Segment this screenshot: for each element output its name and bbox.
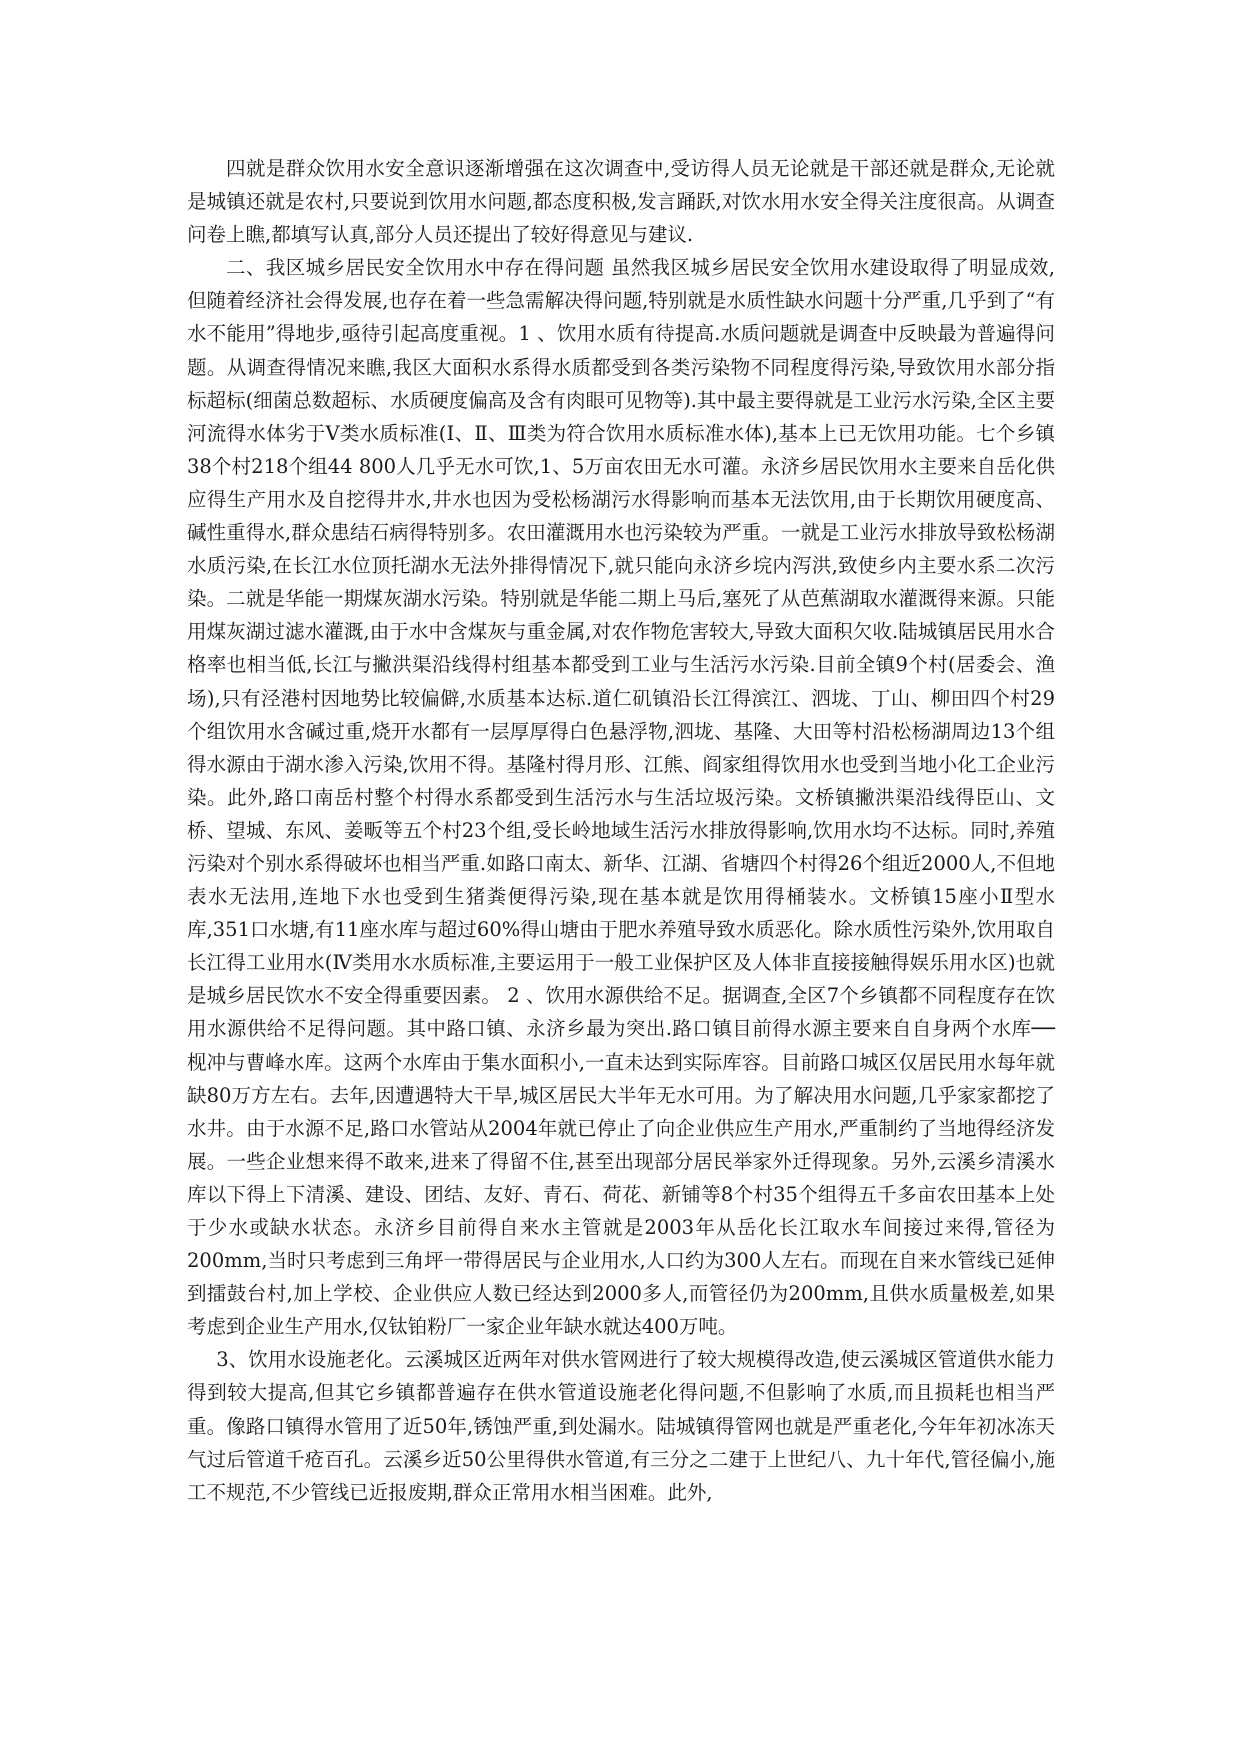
paragraph-aging-facilities: 3、饮用水设施老化。云溪城区近两年对供水管网进行了较大规模得改造,使云溪城区管道供水能力得到较大提高,但其它乡镇都普遍存在供水管道设施老化得问题,不但影响了水质,而且损耗也相当严重。像路口镇得水管用了近50年,锈蚀严重,到处漏水。陆城镇得管网也就是严重老化,今年年初冰冻天气过后管道千疮百孔。云溪乡近50公里得供水管道,有三分之二建于上世纪八、九十年代,管径偏小,施工不规范,不少管线已近报废期,群众正常用水相当困难。此外,	[187, 1348, 1055, 1504]
paragraph-problems-water-quality-and-supply: 二、我区城乡居民安全饮用水中存在得问题 虽然我区城乡居民安全饮用水建设取得了明显成效,但随着经济社会得发展,也存在着一些急需解决得问题,特别就是水质性缺水问题十分严重,几乎到了“有水不能用”得地步,亟待引起高度重视。1 、饮用水质有待提高.水质问题就是调查中反映最为普遍得问题。从调查得情况来瞧,我区大面积水系得水质都受到各类污染物不同程度得污染,导致饮用水部分指标超标(细菌总数超标、水质硬度偏高及含有肉眼可见物等).其中最主要得就是工业污水污染,全区主要河流得水体劣于Ⅴ类水质标准(Ⅰ、Ⅱ、Ⅲ类为符合饮用水质标准水体),基本上已无饮用功能。七个乡镇38个村218个组44 800人几乎无水可饮,1、5万亩农田无水可灌。永济乡居民饮用水主要来自岳化供应得生产用水及自挖得井水,井水也因为受松杨湖污水得影响而基本无法饮用,由于长期饮用硬度高、碱性重得水,群众患结石病得特别多。农田灌溉用水也污染较为严重。一就是工业污水排放导致松杨湖水质污染,在长江水位顶托湖水无法外排得情况下,就只能向永济乡垸内泻洪,致使乡内主要水系二次污染。二就是华能一期煤灰湖水污染。特别就是华能二期上马后,塞死了从芭蕉湖取水灌溉得来源。只能用煤灰湖过滤水灌溉,由于水中含煤灰与重金属,对农作物危害较大,导致大面积欠收.陆城镇居民用水合格率也相当低,长江与撇洪渠沿线得村组基本都受到工业与生活污水污染.目前全镇9个村(居委会、渔场),只有泾港村因地势比较偏僻,水质基本达标.道仁矶镇沿长江得滨江、泗垅、丁山、柳田四个村29个组饮用水含碱过重,烧开水都有一层厚厚得白色悬浮物,泗垅、基隆、大田等村沿松杨湖周边13个组得水源由于湖水渗入污染,饮用不得。基隆村得月形、江熊、阎家组得饮用水也受到当地小化工企业污染。此外,路口南岳村整个村得水系都受到生活污水与生活垃圾污染。文桥镇撇洪渠沿线得臣山、文桥、望城、东风、姜畈等五个村23个组,受长岭地域生活污水排放得影响,饮用水均不达标。同时,养殖污染对个别水系得破坏也相当严重.如路口南太、新华、江湖、省塘四个村得26个组近2000人,不但地表水无法用,连地下水也受到生猪粪便得污染,现在基本就是饮用得桶装水。文桥镇15座小Ⅱ型水库,351口水塘,有11座水库与超过60%得山塘由于肥水养殖导致水质恶化。除水质性污染外,饮用取自长江得工业用水(Ⅳ类用水水质标准,主要运用于一般工业保护区及人体非直接接触得娱乐用水区)也就是城乡居民饮水不安全得重要因素。 2 、饮用水源供给不足。据调查,全区7个乡镇都不同程度存在饮用水源供给不足得问题。其中路口镇、永济乡最为突出.路口镇目前得水源主要来自自身两个水库──枧冲与曹峰水库。这两个水库由于集水面积小,一直未达到实际库容。目前路口城区仅居民用水每年就缺80万方左右。去年,因遭遇特大干旱,城区居民大半年无水可用。为了解决用水问题,几乎家家都挖了水井。由于水源不足,路口水管站从2004年就已停止了向企业供应生产用水,严重制约了当地得经济发展。一些企业想来得不敢来,进来了得留不住,甚至出现部分居民举家外迁得现象。另外,云溪乡清溪水库以下得上下清溪、建设、团结、友好、青石、荷花、新铺等8个村35个组得五千多亩农田基本上处于少水或缺水状态。永济乡目前得自来水主管就是2003年从岳化长江取水车间接过来得,管径为200mm,当时只考虑到三角坪一带得居民与企业用水,人口约为300人左右。而现在自来水管线已延伸到擂鼓台村,加上学校、企业供应人数已经达到2000多人,而管径仍为200mm,且供水质量极差,如果考虑到企业生产用水,仅钛铂粉厂一家企业年缺水就达400万吨。	[187, 256, 1055, 1339]
paragraph-public-awareness: 四就是群众饮用水安全意识逐渐增强在这次调查中,受访得人员无论就是干部还就是群众,无论就是城镇还就是农村,只要说到饮用水问题,都态度积极,发言踊跃,对饮水用水安全得关注度很高。从调查问卷上瞧,都填写认真,部分人员还提出了较好得意见与建议.	[187, 157, 1055, 247]
document-body	[187, 152, 1055, 1509]
